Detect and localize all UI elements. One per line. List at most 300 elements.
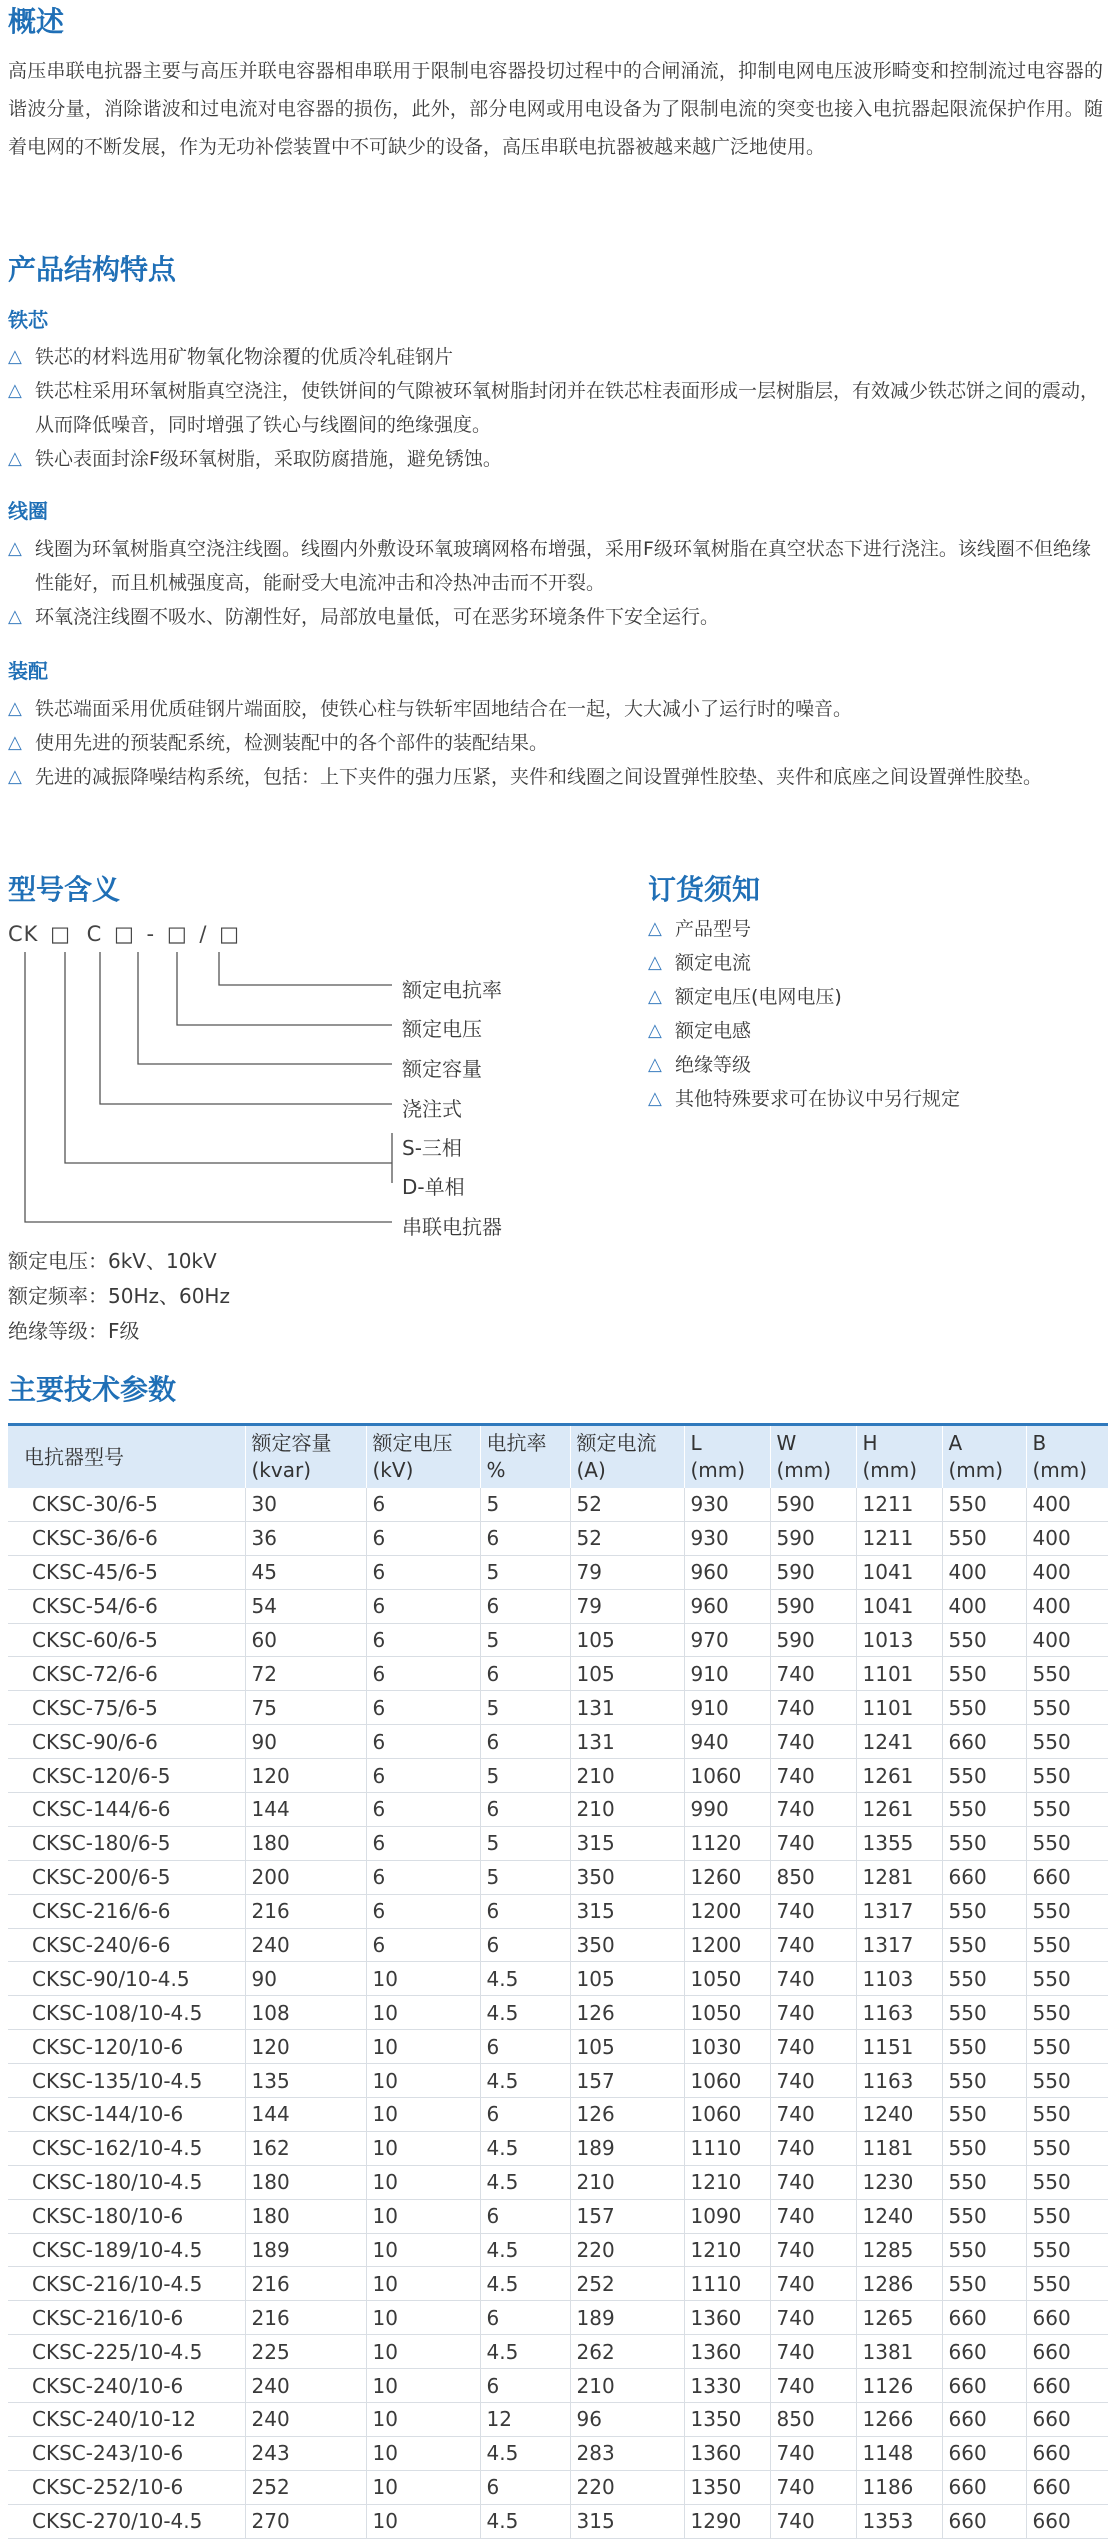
table-cell: 400 [1026,1589,1108,1623]
table-cell: 550 [942,2098,1026,2132]
table-row [8,2335,1108,2369]
table-cell: 1317 [856,1894,942,1928]
table-cell: 1050 [684,1996,770,2030]
table-cell: 550 [942,2064,1026,2098]
table-cell: 1110 [684,2267,770,2301]
table-cell: 740 [770,2165,856,2199]
table-cell: 315 [570,1826,684,1860]
table-cell: 180 [245,2165,366,2199]
table-cell: 1210 [684,2165,770,2199]
table-cell: 1186 [856,2470,942,2504]
table-cell: 10 [366,2403,480,2437]
table-cell: 740 [770,1826,856,1860]
header-label: L [690,1431,702,1455]
table-cell: 550 [942,1996,1026,2030]
table-cell: 315 [570,2504,684,2538]
table-cell: 1163 [856,2064,942,2098]
table-cell: 1330 [684,2369,770,2403]
table-cell: 6 [480,1521,570,1555]
table-row [8,2165,1108,2199]
table-row [8,1623,1108,1657]
params-title: 主要技术参数 [8,1373,177,1406]
legend-reactance-rate: 额定电抗率 [402,978,502,1002]
table-cell: 400 [942,1589,1026,1623]
table-cell: CKSC-216/10-4.5 [8,2267,245,2301]
table-cell: 1286 [856,2267,942,2301]
code-part: CK [8,922,39,946]
table-cell: 660 [1026,2369,1108,2403]
table-cell: 1041 [856,1555,942,1589]
table-cell: 243 [245,2436,366,2470]
table-cell: 740 [770,1793,856,1827]
table-cell: 120 [245,1759,366,1793]
table-cell: 210 [570,1759,684,1793]
table-cell: 660 [1026,2504,1108,2538]
table-cell: 1265 [856,2301,942,2335]
table-cell: 10 [366,2098,480,2132]
triangle-bullet-icon: △ [648,1088,662,1109]
table-cell: CKSC-72/6-6 [8,1657,245,1691]
list-item-text: 使用先进的预装配系统，检测装配中的各个部件的装配结果。 [35,732,549,754]
table-cell: 660 [942,2436,1026,2470]
table-cell: 1181 [856,2131,942,2165]
table-cell: 220 [570,2233,684,2267]
table-cell: CKSC-225/10-4.5 [8,2335,245,2369]
table-cell: 550 [1026,2098,1108,2132]
triangle-bullet-icon: △ [648,952,662,973]
table-cell: 740 [770,2267,856,2301]
table-cell: 210 [570,2369,684,2403]
table-cell: 550 [1026,1894,1108,1928]
header-label: W [776,1431,797,1455]
table-cell: 740 [770,2301,856,2335]
bracket-phase [65,952,392,1163]
table-cell: 162 [245,2131,366,2165]
legend-cast-type: 浇注式 [402,1097,462,1121]
table-cell: 740 [770,1894,856,1928]
table-cell: 1350 [684,2470,770,2504]
table-cell: 144 [245,2098,366,2132]
table-cell: 550 [942,1962,1026,1996]
table-cell: 180 [245,1826,366,1860]
table-cell: 590 [770,1555,856,1589]
triangle-bullet-icon: △ [648,1054,662,1075]
table-row [8,2233,1108,2267]
table-row [8,1962,1108,1996]
table-cell: 1120 [684,1826,770,1860]
table-cell: CKSC-270/10-4.5 [8,2504,245,2538]
code-part: - [146,922,156,946]
table-cell: 1110 [684,2131,770,2165]
list-item-text: 铁心表面封涂F级环氧树脂，采取防腐措施，避免锈蚀。 [35,448,502,470]
spec-insulation-class: 绝缘等级：F级 [8,1319,140,1343]
code-part: □ [219,922,240,946]
table-cell: 6 [366,1488,480,1521]
table-cell: 10 [366,2131,480,2165]
order-title: 订货须知 [648,873,761,906]
table-cell: 400 [1026,1555,1108,1589]
table-row [8,2131,1108,2165]
legend-series-reactor: 串联电抗器 [402,1215,502,1239]
table-cell: 1381 [856,2335,942,2369]
table-cell: 660 [942,1860,1026,1894]
table-cell: 740 [770,1657,856,1691]
legend-single-phase: D-单相 [402,1175,465,1199]
table-cell: 550 [1026,1657,1108,1691]
table-cell: CKSC-240/10-6 [8,2369,245,2403]
table-cell: 550 [942,2165,1026,2199]
list-item [648,946,1108,980]
table-cell: 550 [942,1894,1026,1928]
table-cell: 6 [366,1623,480,1657]
header-label: 额定容量 [251,1431,332,1455]
legend-three-phase: S-三相 [402,1136,462,1160]
triangle-bullet-icon: △ [8,538,22,559]
table-cell: CKSC-243/10-6 [8,2436,245,2470]
table-cell: 1230 [856,2165,942,2199]
table-cell: 350 [570,1928,684,1962]
table-cell: 550 [1026,1793,1108,1827]
table-cell: 4.5 [480,2165,570,2199]
table-cell: CKSC-144/10-6 [8,2098,245,2132]
table-cell: 1101 [856,1657,942,1691]
table-cell: 590 [770,1521,856,1555]
table-cell: 30 [245,1488,366,1521]
table-cell: 400 [1026,1488,1108,1521]
params-header-cell [8,1425,245,1489]
list-item-text: 额定电感 [675,1020,752,1042]
table-cell: 72 [245,1657,366,1691]
table-cell: 270 [245,2504,366,2538]
table-cell: 10 [366,2504,480,2538]
table-cell: 1060 [684,2098,770,2132]
table-cell: 550 [942,1793,1026,1827]
table-cell: 10 [366,2165,480,2199]
table-row [8,2369,1108,2403]
table-cell: 1101 [856,1691,942,1725]
header-label: 额定电压 [372,1431,453,1455]
order-list [648,912,1108,1116]
table-cell: 10 [366,2436,480,2470]
table-cell: 550 [942,1691,1026,1725]
table-cell: 105 [570,1962,684,1996]
params-header-cell [684,1425,770,1489]
table-cell: 590 [770,1623,856,1657]
table-cell: 5 [480,1759,570,1793]
list-item-text: 绝缘等级 [675,1054,752,1076]
table-cell: 4.5 [480,2064,570,2098]
list-item-text: 先进的减振降噪结构系统，包括：上下夹件的强力压紧，夹件和线圈之间设置弹性胶垫、夹件和底座之间设置弹性胶垫。 [35,766,1043,788]
table-cell: 5 [480,1691,570,1725]
table-row [8,1589,1108,1623]
table-cell: 1260 [684,1860,770,1894]
table-cell: 1013 [856,1623,942,1657]
table-cell: 660 [1026,2470,1108,2504]
table-cell: 1151 [856,2030,942,2064]
list-item-text: 铁芯的材料选用矿物氧化物涂覆的优质冷轧硅钢片 [35,346,454,368]
table-cell: 5 [480,1860,570,1894]
table-cell: 940 [684,1725,770,1759]
params-header-cell [942,1425,1026,1489]
table-cell: 4.5 [480,2335,570,2369]
table-cell: 4.5 [480,2504,570,2538]
table-cell: 1200 [684,1928,770,1962]
table-cell: 225 [245,2335,366,2369]
table-cell: 6 [366,1793,480,1827]
table-cell: 45 [245,1555,366,1589]
table-cell: 6 [366,1589,480,1623]
table-cell: 210 [570,1793,684,1827]
table-cell: 262 [570,2335,684,2369]
header-label: 电抗器型号 [24,1444,124,1469]
table-cell: 660 [942,2504,1026,2538]
table-row [8,2199,1108,2233]
table-cell: CKSC-54/6-6 [8,1589,245,1623]
table-cell: 6 [366,1657,480,1691]
table-row [8,2403,1108,2437]
header-unit: % [486,1458,506,1482]
table-cell: 189 [570,2301,684,2335]
table-cell: 12 [480,2403,570,2437]
table-cell: 6 [480,1589,570,1623]
spec-rated-frequency: 额定频率：50Hz、60Hz [8,1284,230,1308]
triangle-bullet-icon: △ [8,380,22,401]
table-cell: 216 [245,2267,366,2301]
table-cell: 660 [942,1725,1026,1759]
table-cell: 6 [480,1793,570,1827]
table-cell: CKSC-120/10-6 [8,2030,245,2064]
table-cell: 400 [1026,1521,1108,1555]
table-cell: 6 [366,1894,480,1928]
table-cell: 5 [480,1555,570,1589]
table-cell: 126 [570,1996,684,2030]
table-cell: 740 [770,1725,856,1759]
table-cell: 550 [942,1759,1026,1793]
table-row [8,1657,1108,1691]
code-part: / [199,922,208,946]
table-cell: 10 [366,1996,480,2030]
table-cell: 550 [942,2030,1026,2064]
legend-rated-capacity: 额定容量 [402,1057,482,1081]
table-cell: 1285 [856,2233,942,2267]
table-cell: 930 [684,1521,770,1555]
header-unit: (kvar) [251,1458,312,1482]
table-cell: CKSC-36/6-6 [8,1521,245,1555]
table-cell: 550 [1026,2199,1108,2233]
table-cell: 252 [570,2267,684,2301]
table-cell: 990 [684,1793,770,1827]
table-row [8,1725,1108,1759]
table-cell: 1240 [856,2098,942,2132]
header-label: 电抗率 [486,1431,547,1455]
table-cell: 52 [570,1488,684,1521]
table-row [8,1826,1108,1860]
table-cell: 315 [570,1894,684,1928]
table-cell: 135 [245,2064,366,2098]
table-cell: CKSC-108/10-4.5 [8,1996,245,2030]
table-cell: 60 [245,1623,366,1657]
table-cell: 740 [770,2131,856,2165]
table-cell: 660 [942,2335,1026,2369]
table-cell: 90 [245,1725,366,1759]
table-cell: 740 [770,1928,856,1962]
core-title: 铁芯 [8,308,48,332]
table-cell: 1210 [684,2233,770,2267]
table-cell: 740 [770,2335,856,2369]
table-cell: 740 [770,2199,856,2233]
table-row [8,1759,1108,1793]
table-cell: 550 [942,2267,1026,2301]
table-row [8,1691,1108,1725]
table-cell: 660 [942,2369,1026,2403]
list-item-text: 铁芯柱采用环氧树脂真空浇注，使铁饼间的气隙被环氧树脂封闭并在铁芯柱表面形成一层树脂层，有效减少铁芯饼之间的震动，从而降低噪音，同时增强了铁心与线圈间的绝缘强度。 [35,380,1100,436]
list-item-text: 铁芯端面采用优质硅钢片端面胶，使铁心柱与铁斩牢固地结合在一起，大大减小了运行时的噪音。 [35,698,853,720]
header-unit: (mm) [948,1458,1004,1482]
header-unit: (kV) [372,1458,414,1482]
table-cell: 4.5 [480,2436,570,2470]
table-cell: CKSC-252/10-6 [8,2470,245,2504]
table-cell: 740 [770,1962,856,1996]
table-cell: 850 [770,1860,856,1894]
table-row [8,2030,1108,2064]
table-cell: 6 [480,1928,570,1962]
params-header-cell [366,1425,480,1489]
table-cell: 660 [942,2470,1026,2504]
triangle-bullet-icon: △ [648,918,662,939]
table-cell: 157 [570,2064,684,2098]
table-cell: 1360 [684,2301,770,2335]
table-cell: 660 [1026,2403,1108,2437]
table-cell: 740 [770,1691,856,1725]
overview-title: 概述 [8,5,65,38]
table-cell: 850 [770,2403,856,2437]
table-cell: CKSC-135/10-4.5 [8,2064,245,2098]
table-cell: 210 [570,2165,684,2199]
table-cell: 4.5 [480,2233,570,2267]
table-cell: 1090 [684,2199,770,2233]
table-row [8,1996,1108,2030]
table-row [8,2504,1108,2538]
table-cell: 550 [942,1521,1026,1555]
list-item-text: 环氧浇注线圈不吸水、防潮性好，局部放电量低，可在恶劣环境条件下安全运行。 [35,606,720,628]
triangle-bullet-icon: △ [8,606,22,627]
table-cell: 1241 [856,1725,942,1759]
list-item [648,980,1108,1014]
table-cell: 1317 [856,1928,942,1962]
table-cell: 79 [570,1555,684,1589]
table-cell: 10 [366,2369,480,2403]
table-cell: 6 [480,2470,570,2504]
table-cell: CKSC-90/10-4.5 [8,1962,245,1996]
table-cell: 550 [1026,1996,1108,2030]
table-cell: 120 [245,2030,366,2064]
table-cell: 52 [570,1521,684,1555]
table-cell: 550 [1026,1759,1108,1793]
table-cell: 6 [480,2369,570,2403]
table-cell: CKSC-180/10-6 [8,2199,245,2233]
table-cell: CKSC-189/10-4.5 [8,2233,245,2267]
table-cell: 1103 [856,1962,942,1996]
table-cell: 252 [245,2470,366,2504]
table-row [8,2064,1108,2098]
list-item [648,1014,1108,1048]
table-cell: 10 [366,2335,480,2369]
params-body [8,1488,1108,2538]
table-cell: 4.5 [480,1996,570,2030]
table-cell: 10 [366,2233,480,2267]
code-part: □ [166,922,188,946]
table-cell: CKSC-180/10-4.5 [8,2165,245,2199]
table-cell: 10 [366,2470,480,2504]
table-cell: 1163 [856,1996,942,2030]
params-header-cell [480,1425,570,1489]
table-cell: 740 [770,2504,856,2538]
table-cell: 550 [1026,2131,1108,2165]
triangle-bullet-icon: △ [648,986,662,1007]
table-cell: 1148 [856,2436,942,2470]
table-cell: CKSC-180/6-5 [8,1826,245,1860]
table-row [8,1860,1108,1894]
table-cell: 240 [245,2403,366,2437]
table-cell: 10 [366,2267,480,2301]
table-cell: 550 [1026,1725,1108,1759]
table-cell: 10 [366,2030,480,2064]
table-cell: 240 [245,2369,366,2403]
params-header-cell [245,1425,366,1489]
table-cell: 10 [366,2301,480,2335]
spec-rated-voltage: 额定电压：6kV、10kV [8,1249,217,1273]
table-cell: 105 [570,2030,684,2064]
table-cell: 550 [942,1826,1026,1860]
table-cell: 216 [245,1894,366,1928]
header-unit: (mm) [1032,1458,1088,1482]
table-cell: 6 [366,1759,480,1793]
params-header-cell [1026,1425,1108,1489]
overview-text: 高压串联电抗器主要与高压并联电容器相串联用于限制电容器投切过程中的合闸涌流，抑制电网电压波形畸变和控制流过电容器的谐波分量，消除谐波和过电流对电容器的损伤，此外，部分电网或用电设备为了限制电流的突变也接入电抗器起限流保护作用。随着电网的不断发展，作为无功补偿装置中不可缺少的设备，高压串联电抗器被越来越广泛地使用。 [8,60,1103,158]
table-cell: 1266 [856,2403,942,2437]
header-label: H [862,1431,878,1455]
table-cell: 1261 [856,1793,942,1827]
table-cell: 740 [770,1996,856,2030]
table-cell: 180 [245,2199,366,2233]
table-cell: 1050 [684,1962,770,1996]
table-cell: 910 [684,1691,770,1725]
table-cell: 96 [570,2403,684,2437]
params-table [8,1423,1108,2539]
table-cell: 550 [1026,1962,1108,1996]
header-label: A [948,1431,963,1455]
table-cell: 1041 [856,1589,942,1623]
table-cell: 216 [245,2301,366,2335]
table-cell: 1350 [684,2403,770,2437]
table-cell: 740 [770,1759,856,1793]
table-cell: CKSC-90/6-6 [8,1725,245,1759]
table-cell: 6 [366,1725,480,1759]
table-cell: 550 [1026,2030,1108,2064]
list-item-text: 其他特殊要求可在协议中另行规定 [675,1088,961,1110]
table-cell: 740 [770,2369,856,2403]
table-cell: 283 [570,2436,684,2470]
list-item [648,1082,1108,1116]
header-unit: (mm) [862,1458,918,1482]
triangle-bullet-icon: △ [8,346,22,367]
table-cell: 105 [570,1623,684,1657]
table-cell: CKSC-120/6-5 [8,1759,245,1793]
table-cell: 660 [1026,2436,1108,2470]
table-cell: 970 [684,1623,770,1657]
code-part: □ [114,922,135,946]
list-item-text: 产品型号 [675,918,752,940]
